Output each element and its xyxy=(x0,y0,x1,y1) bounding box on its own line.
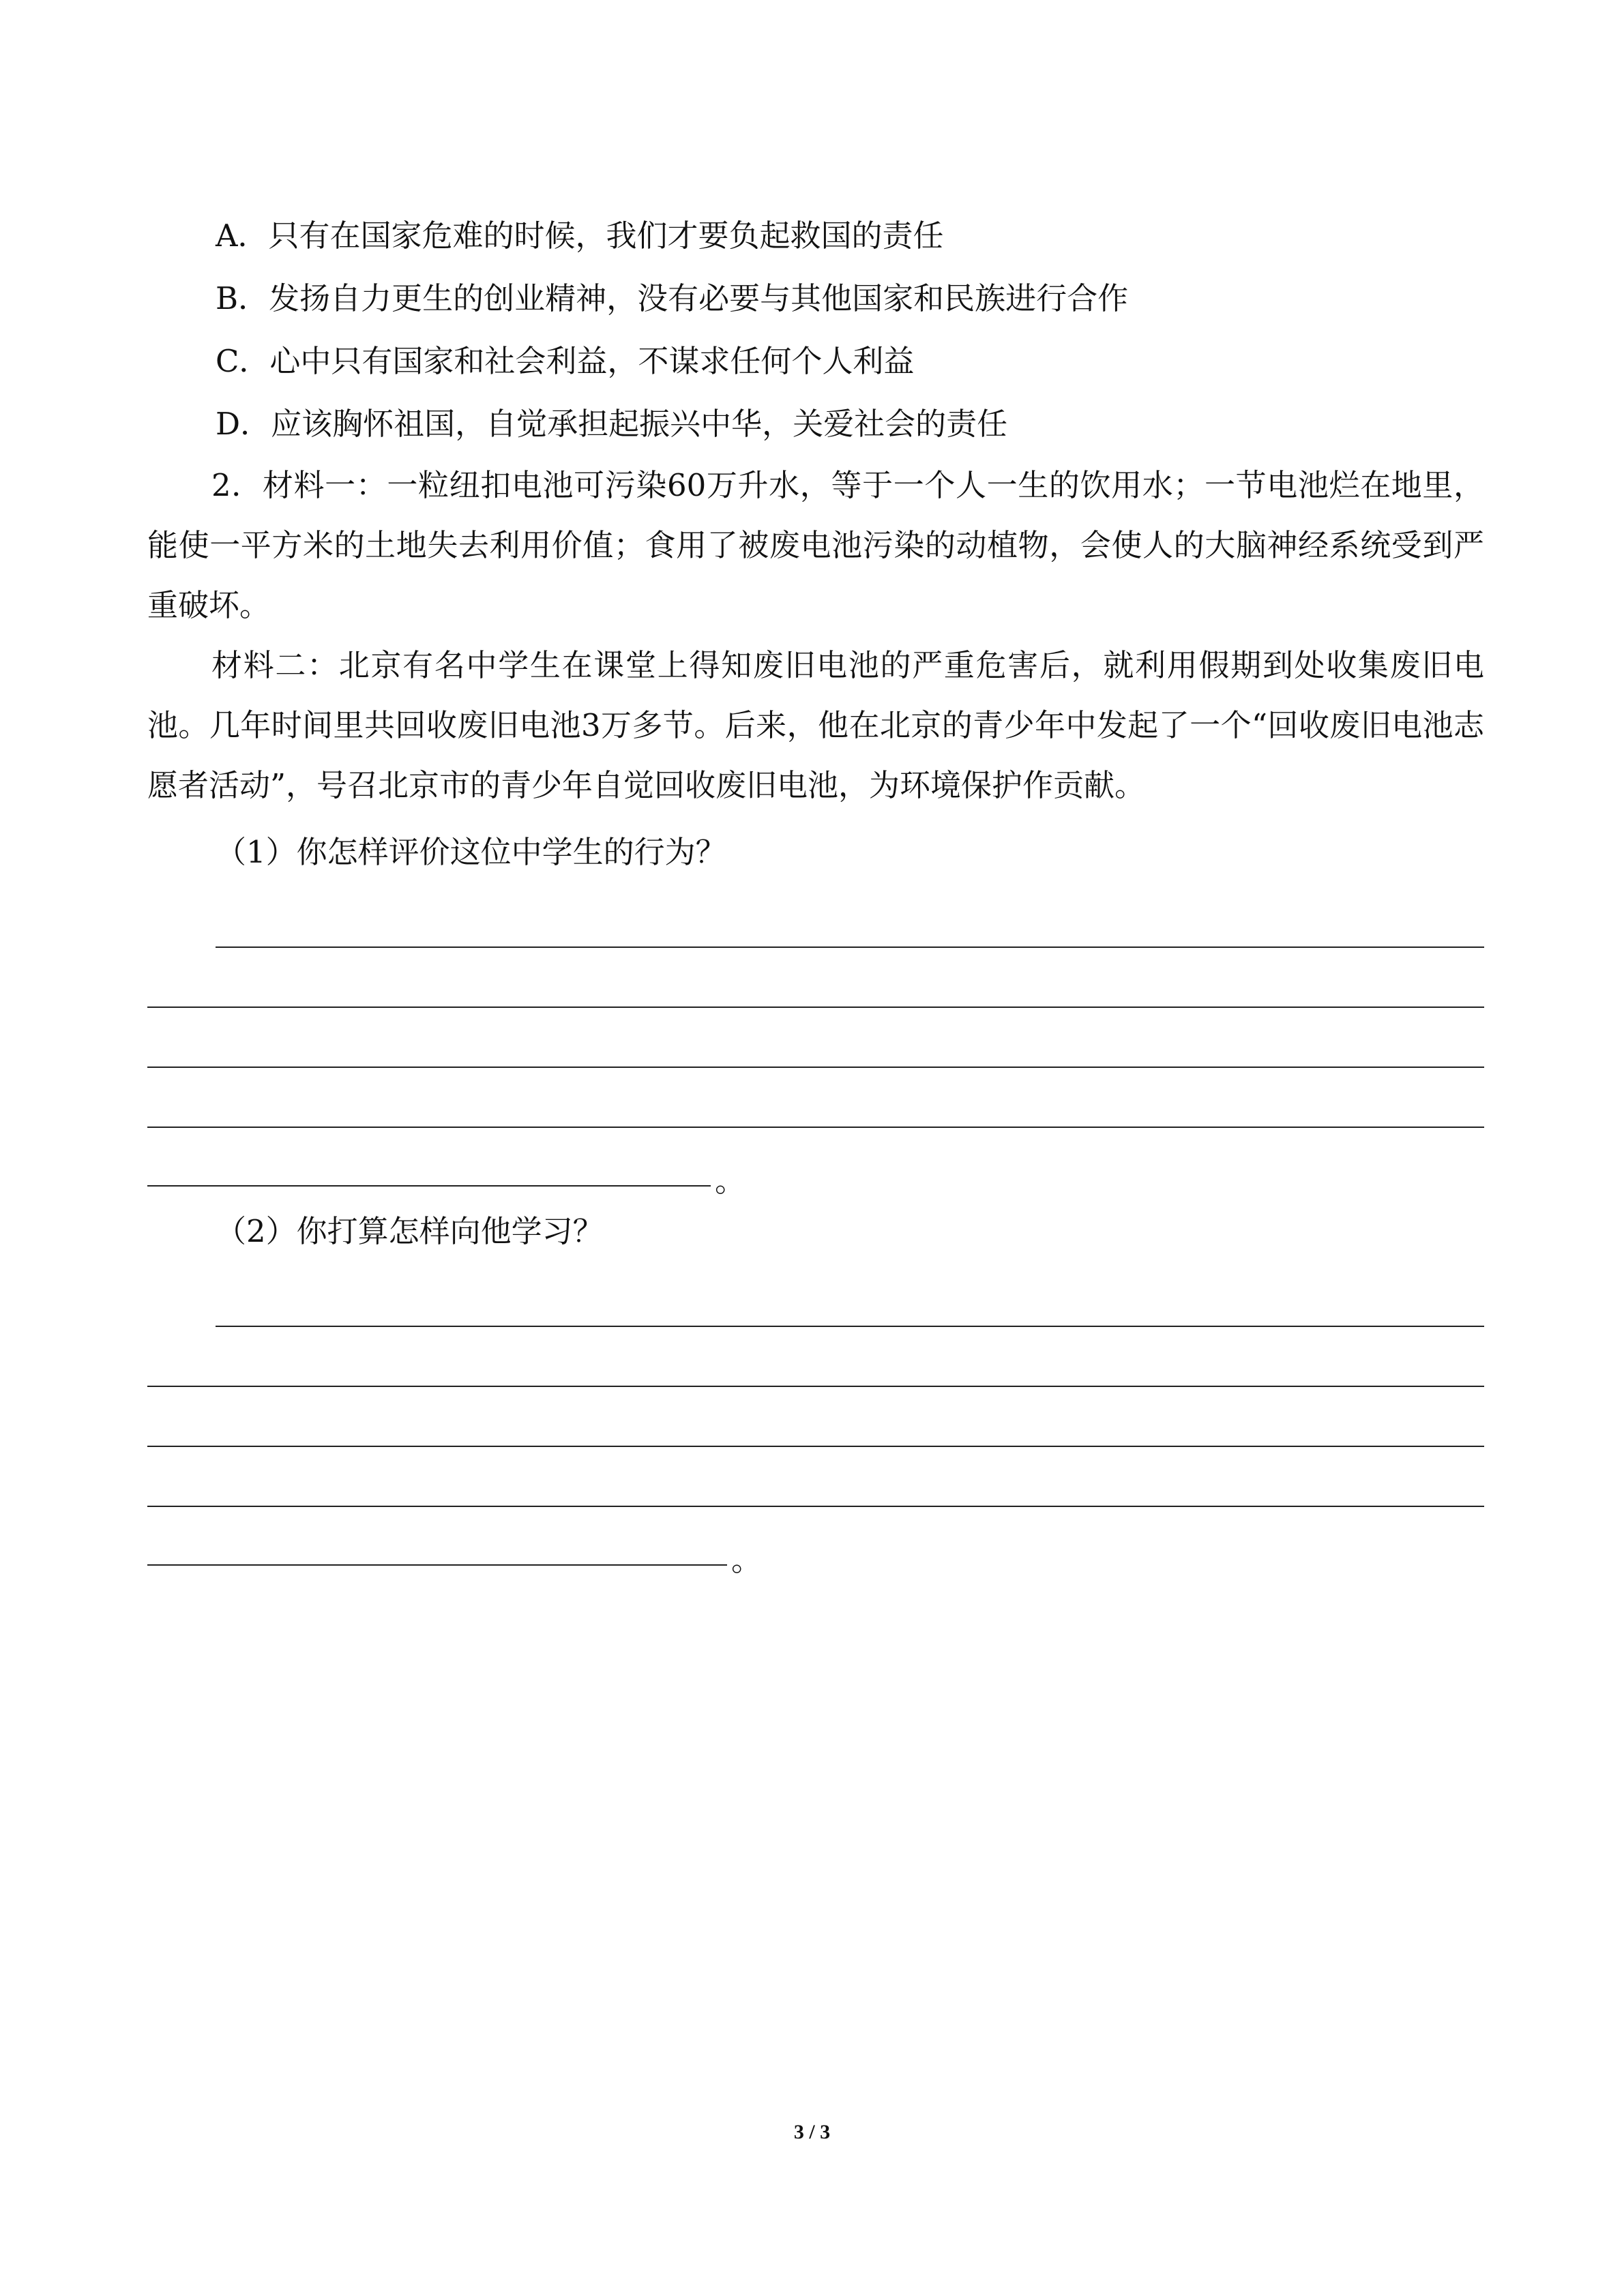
material-one-paragraph: 2．材料一：一粒纽扣电池可污染60万升水，等于一个人一生的饮用水；一节电池烂在地里，能使一平方米的土地失去利用价值；食用了被废电池污染的动植物，会使人的大脑神经系统受到严重破坏。 xyxy=(147,467,1484,623)
question-2: （2）你打算怎样向他学习？ xyxy=(216,1213,604,1249)
option-a: A．只有在国家危难的时候，我们才要负起救国的责任 xyxy=(216,218,944,254)
answer-line xyxy=(216,888,1484,948)
answer-area-2[interactable] xyxy=(147,1267,1484,1578)
option-c: C．心中只有国家和社会利益，不谋求任何个人利益 xyxy=(216,343,915,379)
question-1: （1）你怎样评价这位中学生的行为？ xyxy=(216,834,726,870)
answer-line-short xyxy=(147,1128,711,1187)
period-mark: 。 xyxy=(715,1163,746,1199)
answer-line xyxy=(147,1387,1484,1447)
page-number: 3 / 3 xyxy=(793,2121,831,2143)
option-d: D．应该胸怀祖国，自觉承担起振兴中华，关爱社会的责任 xyxy=(216,406,1008,442)
answer-line-end xyxy=(147,1507,1484,1578)
answer-line-end xyxy=(147,1128,1484,1199)
answer-line xyxy=(147,1327,1484,1387)
page-content xyxy=(147,205,1484,1578)
answer-line xyxy=(147,948,1484,1008)
period-mark: 。 xyxy=(731,1542,763,1578)
answer-line xyxy=(147,1447,1484,1507)
answer-line xyxy=(147,1008,1484,1068)
option-b: B．发扬自力更生的创业精神，没有必要与其他国家和民族进行合作 xyxy=(216,280,1129,316)
answer-line xyxy=(147,1068,1484,1128)
answer-area-1[interactable] xyxy=(147,888,1484,1199)
material-two-paragraph: 材料二：北京有名中学生在课堂上得知废旧电池的严重危害后，就利用假期到处收集废旧电池。几年时间里共回收废旧电池3万多节。后来，他在北京的青少年中发起了一个“回收废旧电池志愿者活动”，号召北京市的青少年自觉回收废旧电池，为环境保护作贡献。 xyxy=(147,647,1484,803)
answer-line xyxy=(216,1267,1484,1327)
answer-line-short xyxy=(147,1507,727,1566)
